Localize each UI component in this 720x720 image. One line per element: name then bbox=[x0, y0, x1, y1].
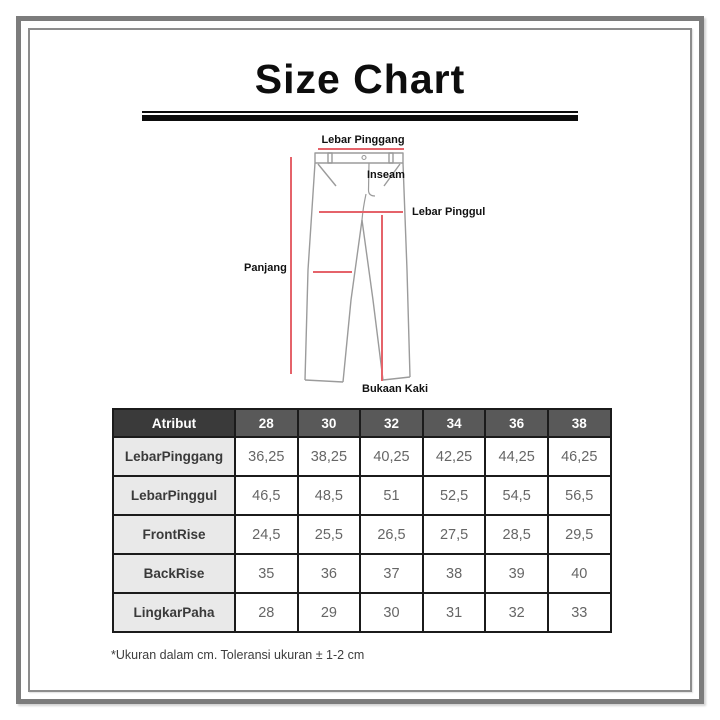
page-title: Size Chart bbox=[254, 56, 466, 102]
size-column-header: 30 bbox=[298, 409, 361, 437]
attribute-label-cell: LebarPinggul bbox=[113, 476, 235, 515]
size-value-cell: 52,5 bbox=[423, 476, 486, 515]
pants-outline bbox=[305, 153, 410, 382]
size-value-cell: 51 bbox=[360, 476, 423, 515]
size-column-header: 36 bbox=[485, 409, 548, 437]
divider-thin-line bbox=[142, 111, 578, 113]
size-value-cell: 44,25 bbox=[485, 437, 548, 476]
attribute-label-cell: FrontRise bbox=[113, 515, 235, 554]
attribute-label-cell: BackRise bbox=[113, 554, 235, 593]
size-value-cell: 38,25 bbox=[298, 437, 361, 476]
table-row bbox=[113, 476, 611, 515]
size-value-cell: 36 bbox=[298, 554, 361, 593]
pants-measurement-diagram bbox=[230, 130, 490, 402]
size-column-header: 34 bbox=[423, 409, 486, 437]
size-value-cell: 29,5 bbox=[548, 515, 611, 554]
size-column-header: 38 bbox=[548, 409, 611, 437]
attribute-label-cell: LebarPinggang bbox=[113, 437, 235, 476]
footnote: *Ukuran dalam cm. Toleransi ukuran ± 1-2 cm bbox=[111, 648, 365, 662]
label-lebar-pinggul: Lebar Pinggul bbox=[412, 206, 486, 218]
size-value-cell: 36,25 bbox=[235, 437, 298, 476]
label-lebar-pinggang: Lebar Pinggang bbox=[321, 134, 405, 146]
size-value-cell: 26,5 bbox=[360, 515, 423, 554]
size-value-cell: 39 bbox=[485, 554, 548, 593]
size-table-body bbox=[113, 437, 611, 632]
table-row bbox=[113, 437, 611, 476]
size-value-cell: 27,5 bbox=[423, 515, 486, 554]
label-inseam: Inseam bbox=[367, 169, 405, 181]
size-column-header: 28 bbox=[235, 409, 298, 437]
size-value-cell: 46,5 bbox=[235, 476, 298, 515]
size-value-cell: 28 bbox=[235, 593, 298, 632]
size-value-cell: 42,25 bbox=[423, 437, 486, 476]
size-value-cell: 24,5 bbox=[235, 515, 298, 554]
size-value-cell: 32 bbox=[485, 593, 548, 632]
size-value-cell: 56,5 bbox=[548, 476, 611, 515]
size-column-header: 32 bbox=[360, 409, 423, 437]
size-value-cell: 35 bbox=[235, 554, 298, 593]
size-value-cell: 30 bbox=[360, 593, 423, 632]
size-value-cell: 31 bbox=[423, 593, 486, 632]
size-value-cell: 29 bbox=[298, 593, 361, 632]
table-row bbox=[113, 593, 611, 632]
attribute-column-header: Atribut bbox=[113, 409, 235, 437]
divider-thick-line bbox=[142, 115, 578, 121]
size-value-cell: 25,5 bbox=[298, 515, 361, 554]
size-value-cell: 48,5 bbox=[298, 476, 361, 515]
size-value-cell: 40 bbox=[548, 554, 611, 593]
size-table-header-row bbox=[113, 409, 611, 437]
size-value-cell: 54,5 bbox=[485, 476, 548, 515]
size-value-cell: 38 bbox=[423, 554, 486, 593]
attribute-label-cell: LingkarPaha bbox=[113, 593, 235, 632]
table-row bbox=[113, 515, 611, 554]
size-value-cell: 40,25 bbox=[360, 437, 423, 476]
title-divider bbox=[142, 111, 578, 121]
size-value-cell: 46,25 bbox=[548, 437, 611, 476]
size-value-cell: 28,5 bbox=[485, 515, 548, 554]
table-row bbox=[113, 554, 611, 593]
size-value-cell: 37 bbox=[360, 554, 423, 593]
label-bukaan-kaki: Bukaan Kaki bbox=[362, 383, 429, 395]
size-table bbox=[112, 408, 612, 633]
label-panjang: Panjang bbox=[244, 262, 287, 274]
size-value-cell: 33 bbox=[548, 593, 611, 632]
